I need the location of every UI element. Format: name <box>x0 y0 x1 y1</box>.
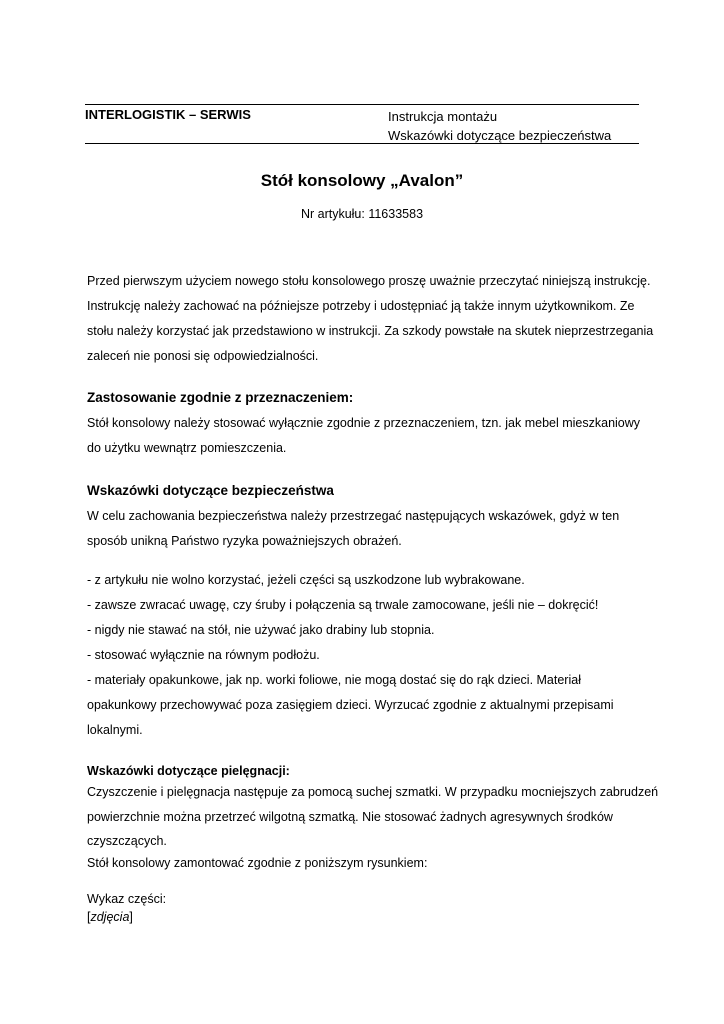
safety-heading: Wskazówki dotyczące bezpieczeństwa <box>87 483 334 498</box>
safety-list-item: - z artykułu nie wolno korzystać, jeżeli części są uszkodzone lub wybrakowane. <box>87 573 525 587</box>
page-title: Stół konsolowy „Avalon” <box>260 171 464 190</box>
safety-intro-paragraph <box>87 504 647 554</box>
intro-paragraph <box>87 269 654 369</box>
parts-photo-placeholder <box>87 908 166 926</box>
intended-use-paragraph <box>87 411 647 461</box>
document-header <box>85 104 639 144</box>
safety-list-item: lokalnymi. <box>87 723 143 737</box>
document-subtitle: Wskazówki dotyczące bezpieczeństwa <box>388 128 612 143</box>
care-line: Czyszczenie i pielęgnacja następuje za pomocą suchej szmatki. W przypadku mocniejszych zabrudzeń <box>87 785 659 799</box>
care-line: powierzchnie można przetrzeć wilgotną szmatką. Nie stosować żadnych agresywnych środków <box>87 810 613 824</box>
safety-list <box>87 568 647 743</box>
parts-list <box>87 890 166 926</box>
safety-list-item: - zawsze zwracać uwagę, czy śruby i połączenia są trwale zamocowane, jeśli nie – dokręcić! <box>87 598 599 612</box>
article-number: Nr artykułu: 11633583 <box>300 207 424 221</box>
close-bracket: ] <box>129 910 133 924</box>
company-name: INTERLOGISTIK – SERWIS <box>85 107 251 122</box>
safety-intro-line: W celu zachowania bezpieczeństwa należy przestrzegać następujących wskazówek, gdyż w ten <box>87 509 620 523</box>
safety-list-item: opakunkowy przechowywać poza zasięgiem dzieci. Wyrzucać zgodnie z aktualnymi przepisami <box>87 698 614 712</box>
safety-list-item: - materiały opakunkowe, jak np. worki foliowe, nie mogą dostać się do rąk dzieci. Materiał <box>87 673 581 687</box>
parts-list-label: Wykaz części: <box>87 892 167 906</box>
intro-line: Przed pierwszym użyciem nowego stołu konsolowego proszę uważnie przeczytać niniejszą instrukcję. <box>87 274 651 288</box>
intended-use-line: Stół konsolowy należy stosować wyłącznie zgodnie z przeznaczeniem, tzn. jak mebel mieszkaniowy <box>87 416 641 430</box>
intro-line: stołu należy korzystać jak przedstawiono w instrukcji. Za szkody powstałe na skutek nieprzestrzegania <box>87 324 654 338</box>
intended-use-heading: Zastosowanie zgodnie z przeznaczeniem: <box>87 390 354 405</box>
document-type: Instrukcja montażu <box>388 109 498 124</box>
open-bracket: [ <box>87 910 91 924</box>
document-type-block <box>388 107 611 145</box>
care-paragraph <box>87 780 659 874</box>
safety-list-item: - stosować wyłącznie na równym podłożu. <box>87 648 320 662</box>
care-heading: Wskazówki dotyczące pielęgnacji: <box>87 764 290 778</box>
safety-intro-line: sposób unikną Państwo ryzyka poważniejszych obrażeń. <box>87 534 402 548</box>
intended-use-line: do użytku wewnątrz pomieszczenia. <box>87 441 287 455</box>
intro-line: zaleceń nie ponosi się odpowiedzialności. <box>87 349 319 363</box>
safety-list-item: - nigdy nie stawać na stół, nie używać jako drabiny lub stopnia. <box>87 623 435 637</box>
care-line: Stół konsolowy zamontować zgodnie z poniższym rysunkiem: <box>87 856 428 870</box>
photo-placeholder-text: zdjęcia <box>90 910 130 924</box>
intro-line: Instrukcję należy zachować na późniejsze potrzeby i udostępniać ją także innym użytkownikom. Ze <box>87 299 635 313</box>
care-line: czyszczących. <box>87 834 167 848</box>
